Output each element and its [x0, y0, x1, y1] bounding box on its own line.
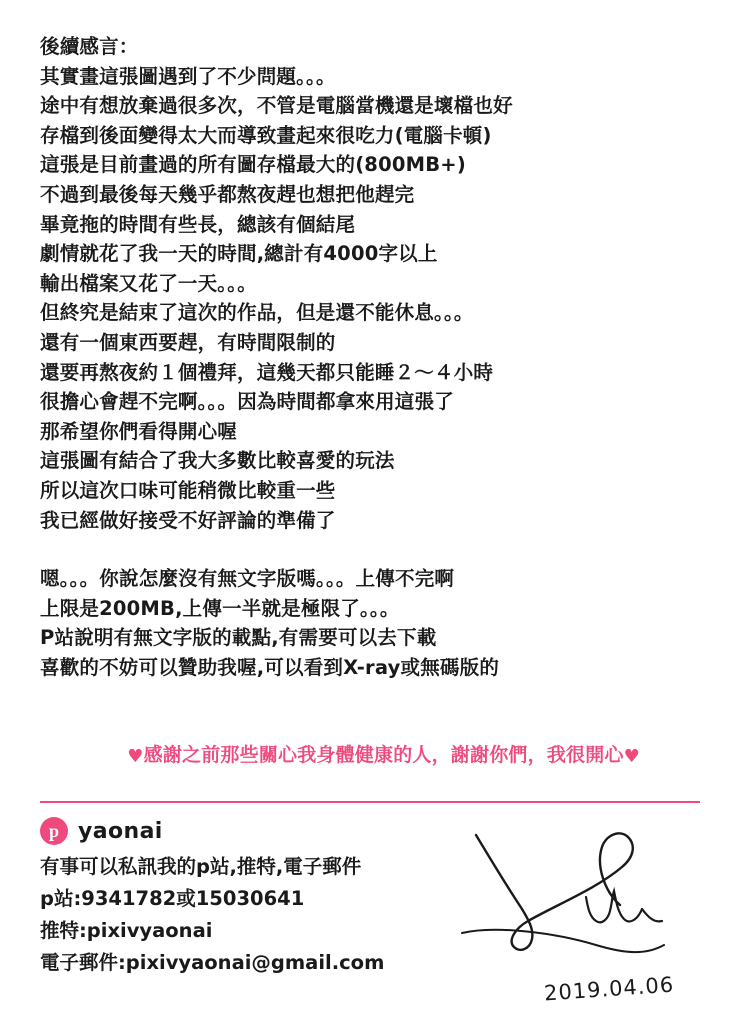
afterword-line-2: 上限是200MB,上傳一半就是極限了。。。: [40, 596, 400, 620]
afterword-line: 那希望你們看得開心喔: [40, 419, 238, 443]
contact-line: 有事可以私訊我的p站,推特,電子郵件: [40, 855, 362, 879]
thanks-note: [40, 718, 700, 789]
afterword-line: 這張圖有結合了我大多數比較喜愛的玩法: [40, 449, 395, 473]
afterword-heading: 後續感言：: [40, 35, 139, 58]
afterword-line-2: 喜歡的不妨可以贊助我喔,可以看到X-ray或無碼版的: [40, 655, 500, 679]
heart-icon: ♥: [127, 746, 144, 768]
afterword-line: 這張是目前畫過的所有圖存檔最大的(800MB+): [40, 153, 466, 177]
divider: [40, 801, 700, 803]
afterword-line: 輸出檔案又花了一天。。。: [40, 271, 257, 295]
afterword-line: 我已經做好接受不好評論的準備了: [40, 508, 336, 532]
footer: [40, 817, 700, 1007]
afterword-line: 劇情就花了我一天的時間,總計有4000字以上: [40, 242, 438, 266]
afterword-line: 但終究是結束了這次的作品，但是還不能休息。。。: [40, 301, 474, 325]
contact-line-email: 電子郵件:pixivyaonai@gmail.com: [40, 951, 385, 975]
afterword-line: 還有一個東西要趕，有時間限制的: [40, 330, 336, 354]
afterword-line-2: 嗯。。。你說怎麼沒有無文字版嗎。。。上傳不完啊: [40, 567, 455, 591]
afterword-line: 途中有想放棄過很多次，不管是電腦當機還是壞檔也好: [40, 94, 513, 118]
afterword-line: 還要再熬夜約１個禮拜，這幾天都只能睡２～４小時: [40, 360, 494, 384]
signature-date: 2019.04.06: [543, 972, 675, 1006]
paragraph-spacer: [40, 535, 700, 564]
patreon-row[interactable]: [40, 817, 700, 845]
thanks-note-text: 感謝之前那些關心我身體健康的人，謝謝你們，我很開心: [143, 744, 624, 767]
afterword-text-block: [40, 32, 700, 682]
afterword-line: 存檔到後面變得太大而導致畫起來很吃力(電腦卡頓): [40, 123, 492, 147]
afterword-line: 其實畫這張圖遇到了不少問題。。。: [40, 64, 336, 88]
contact-line-pixiv-id: p站:9341782或15030641: [40, 887, 305, 911]
patreon-username: yaonai: [78, 818, 163, 844]
contact-block: [40, 817, 700, 979]
patreon-icon[interactable]: p: [40, 817, 68, 845]
afterword-line: 所以這次口味可能稍微比較重一些: [40, 478, 336, 502]
afterword-line: 不過到最後每天幾乎都熬夜趕也想把他趕完: [40, 182, 415, 206]
afterword-line: 畢竟拖的時間有些長，總該有個結尾: [40, 212, 356, 236]
contact-line-twitter: 推特:pixivyaonai: [40, 919, 213, 943]
afterword-line: 很擔心會趕不完啊。。。因為時間都拿來用這張了: [40, 390, 454, 414]
afterword-line-2: P站說明有無文字版的載點,有需要可以去下載: [40, 626, 437, 650]
heart-icon: ♥: [623, 746, 640, 768]
